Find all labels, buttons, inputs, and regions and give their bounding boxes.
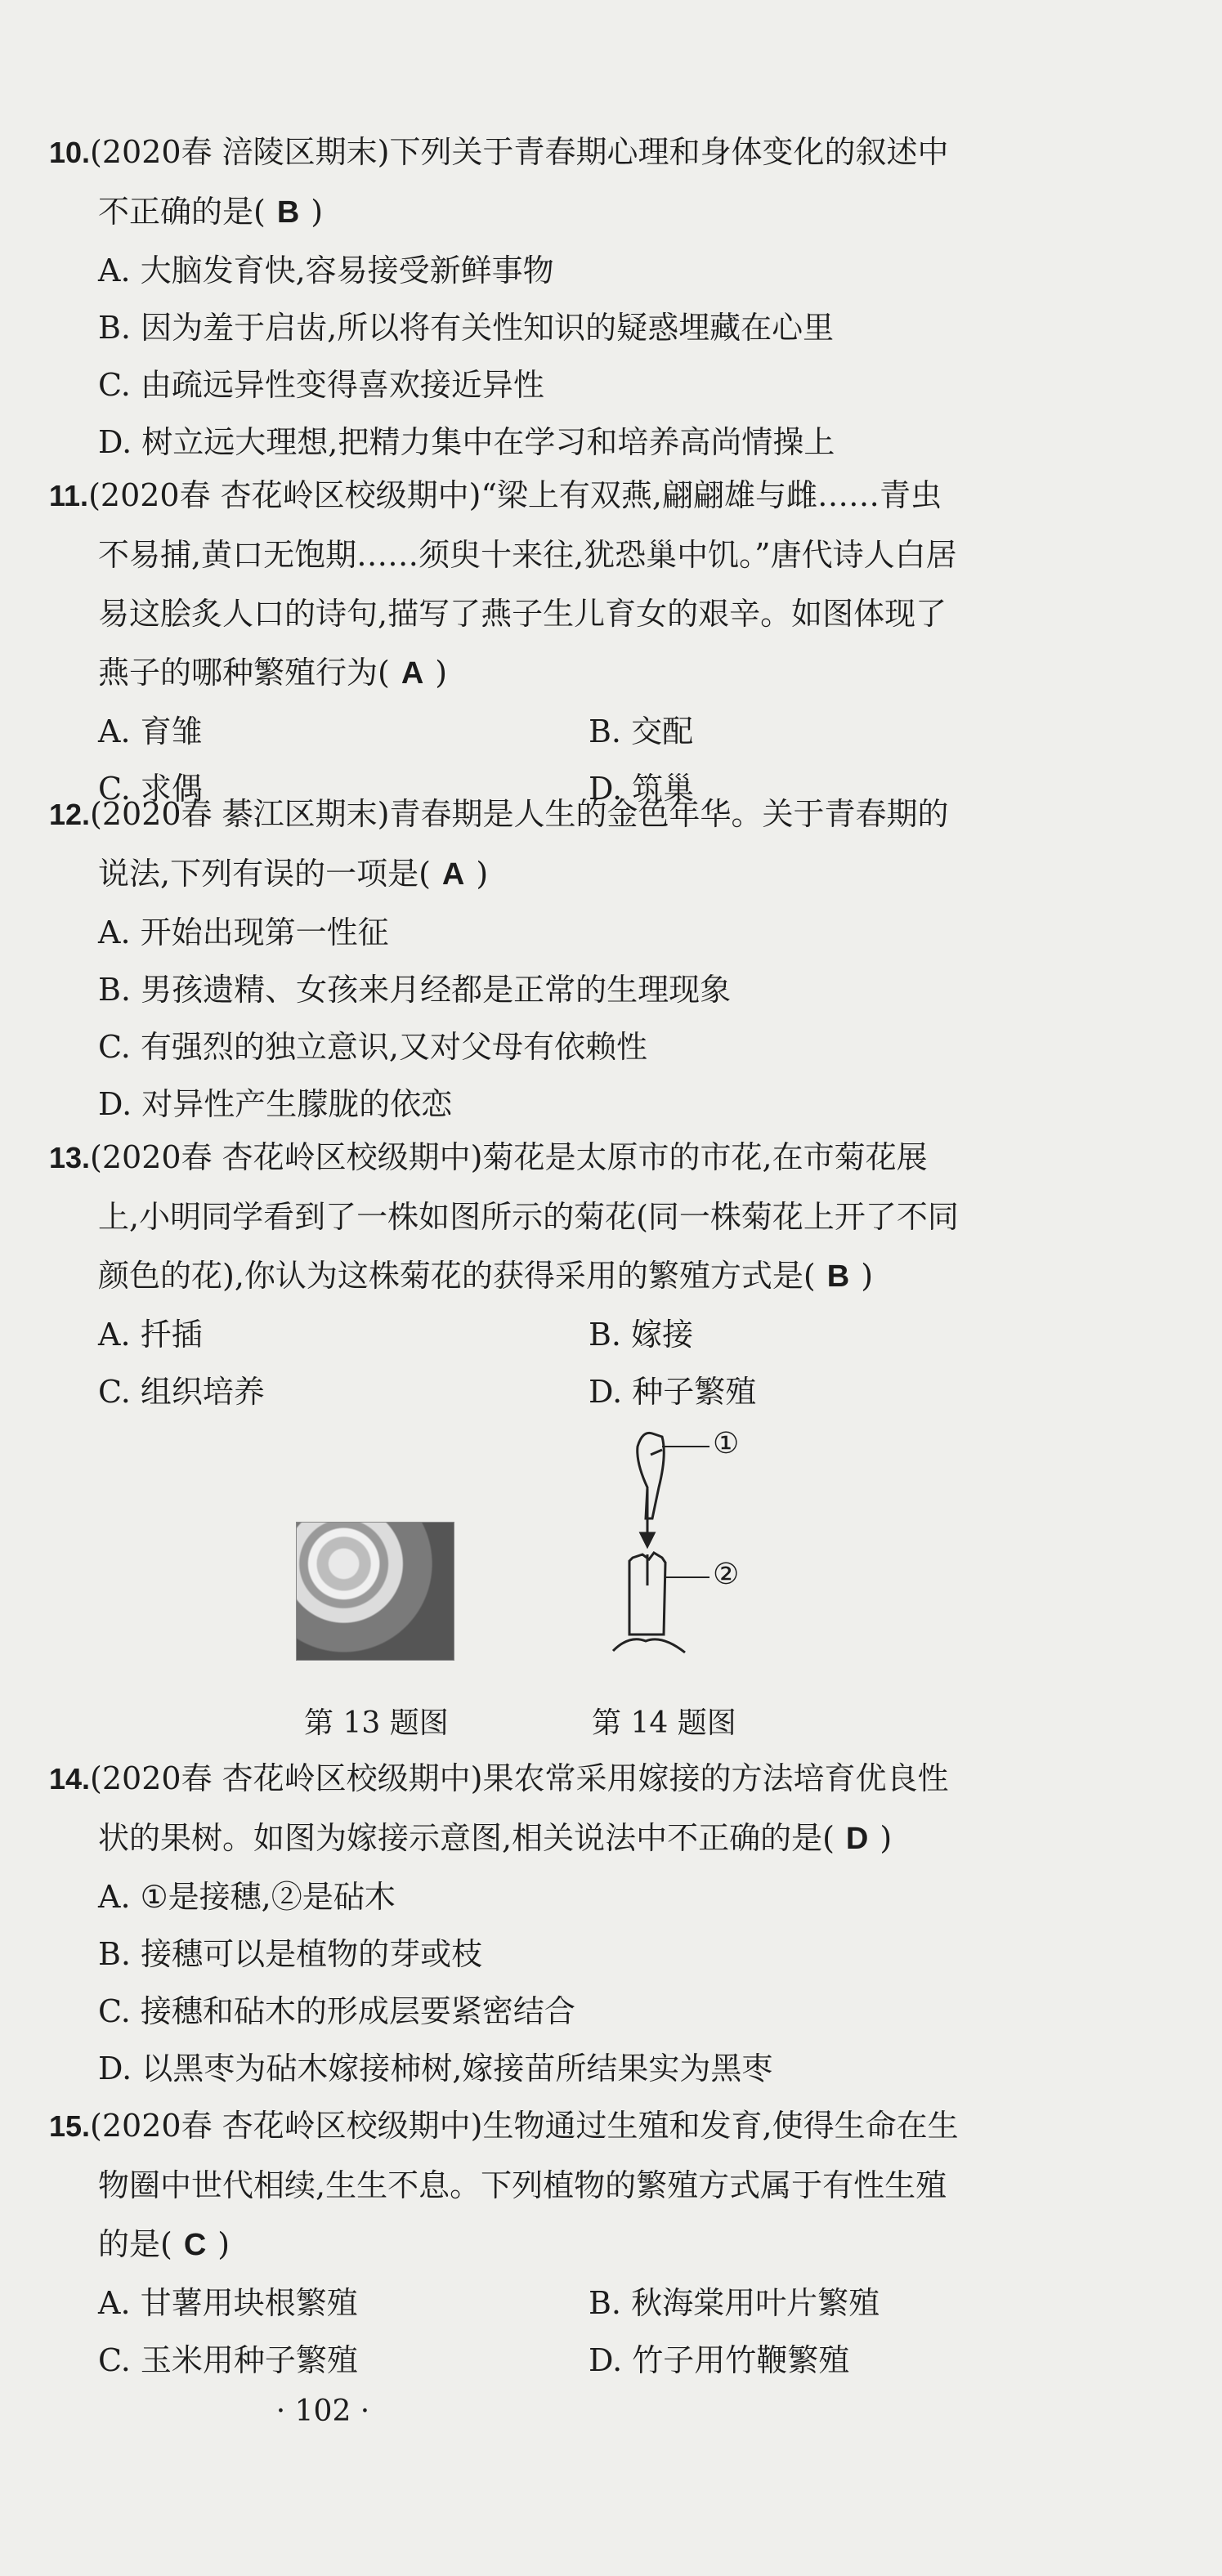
question-12 [49, 785, 1079, 1133]
option-b: B. 男孩遗精、女孩来月经都是正常的生理现象 [98, 972, 732, 1008]
question-line [49, 182, 1079, 242]
option-d: D. 以黑枣为砧木嫁接柿树,嫁接苗所结果实为黑枣 [98, 2051, 773, 2086]
question-text: (2020春 涪陵区期末)下列关于青春期心理和身体变化的叙述中 [90, 134, 949, 170]
option-row [49, 1306, 1079, 1363]
option-c: C. 接穗和砧木的形成层要紧密结合 [98, 1993, 575, 2029]
chrysanthemum-photo [296, 1522, 454, 1661]
question-line [49, 1809, 1079, 1868]
rootstock-drawing [613, 1553, 685, 1652]
question-11 [49, 466, 1079, 817]
question-text: ) [861, 1258, 874, 1294]
question-line: 易这脍炙人口的诗句,描写了燕子生儿育女的艰辛。如图体现了 [98, 596, 947, 632]
option-d: D. 种子繁殖 [589, 1374, 757, 1410]
option-b: B. 接穗可以是植物的芽或枝 [98, 1936, 483, 1972]
question-line [49, 2215, 1079, 2274]
option-b: B. 秋海棠用叶片繁殖 [589, 2285, 880, 2321]
question-line [49, 466, 1079, 525]
question-text: 不正确的是( [98, 194, 266, 230]
option-c: C. 玉米用种子繁殖 [98, 2342, 358, 2378]
option-a: A. 大脑发育快,容易接受新鲜事物 [98, 253, 554, 288]
question-text: 的是( [98, 2226, 172, 2262]
option-row [49, 1363, 1079, 1420]
option-d: D. 树立远大理想,把精力集中在学习和培养高尚情操上 [98, 424, 835, 460]
question-line [49, 844, 1079, 904]
option-c: C. 由疏远异性变得喜欢接近异性 [98, 367, 544, 403]
question-line [49, 1128, 1079, 1187]
question-line: 上,小明同学看到了一株如图所示的菊花(同一株菊花上开了不同 [98, 1199, 959, 1235]
option-c: C. 组织培养 [98, 1374, 265, 1410]
question-14 [49, 1749, 1079, 2097]
question-number: 12. [49, 798, 91, 831]
answer-letter: A [401, 656, 424, 691]
question-text: 状的果树。如图为嫁接示意图,相关说法中不正确的是( [98, 1820, 835, 1856]
scion-drawing [638, 1433, 665, 1518]
question-13 [49, 1128, 1079, 1420]
question-line [49, 2096, 1079, 2156]
option-b: B. 嫁接 [589, 1317, 694, 1353]
question-number: 14. [49, 1762, 91, 1796]
answer-letter: A [441, 857, 465, 892]
question-text: ) [435, 655, 448, 691]
question-line [49, 643, 1079, 703]
label-2: ② [713, 1558, 740, 1591]
option-d: D. 筑巢 [589, 771, 695, 807]
question-15 [49, 2096, 1079, 2389]
option-row [49, 703, 1079, 760]
option-b: B. 因为羞于启齿,所以将有关性知识的疑惑埋藏在心里 [98, 310, 835, 346]
answer-letter: B [826, 1259, 850, 1294]
grafting-diagram [605, 1414, 801, 1684]
figure-14-caption: 第 14 题图 [592, 1706, 736, 1740]
question-text: ) [880, 1820, 893, 1856]
question-number: 15. [49, 2109, 91, 2143]
option-d: D. 竹子用竹鞭繁殖 [589, 2342, 850, 2378]
question-line: 物圈中世代相续,生生不息。下列植物的繁殖方式属于有性生殖 [98, 2167, 947, 2203]
option-d: D. 对异性产生朦胧的依恋 [98, 1086, 453, 1122]
question-text: (2020春 杏花岭区校级期中)菊花是太原市的市花,在市菊花展 [90, 1139, 928, 1175]
option-row [49, 2274, 1079, 2332]
page-number: · 102 · [275, 2395, 370, 2428]
question-text: ) [476, 856, 489, 892]
question-text: 说法,下列有误的一项是( [98, 856, 431, 892]
option-a: A. ①是接穗,②是砧木 [98, 1879, 396, 1915]
question-line: 不易捕,黄口无饱期……须臾十来往,犹恐巢中饥。”唐代诗人白居 [98, 537, 957, 573]
figure-13 [296, 1522, 454, 1661]
question-text: (2020春 杏花岭区校级期中)生物通过生殖和发育,使得生命在生 [90, 2108, 959, 2144]
option-c: C. 有强烈的独立意识,又对父母有依赖性 [98, 1029, 647, 1065]
question-line [49, 123, 1079, 182]
option-a: A. 甘薯用块根繁殖 [98, 2285, 358, 2321]
option-c: C. 求偶 [98, 771, 203, 807]
question-line [49, 1246, 1079, 1306]
answer-letter: B [276, 195, 300, 230]
answer-letter: D [845, 1822, 869, 1856]
question-text: 颜色的花),你认为这株菊花的获得采用的繁殖方式是( [98, 1258, 816, 1294]
question-text: 燕子的哪种繁殖行为( [98, 655, 390, 691]
question-text: (2020春 杏花岭区校级期中)“梁上有双燕,翩翩雄与雌……青虫 [88, 477, 942, 513]
question-number: 11. [49, 479, 89, 512]
answer-letter: C [183, 2228, 207, 2262]
option-a: A. 育雏 [98, 713, 203, 749]
option-b: B. 交配 [589, 713, 694, 749]
question-10 [49, 123, 1079, 471]
figure-13-caption: 第 13 题图 [304, 1706, 449, 1740]
question-text: ) [217, 2226, 231, 2262]
option-row [49, 2332, 1079, 2389]
option-a: A. 开始出现第一性征 [98, 915, 389, 950]
label-1: ① [713, 1427, 740, 1460]
question-text: (2020春 綦江区期末)青春期是人生的金色年华。关于青春期的 [90, 796, 949, 832]
question-number: 13. [49, 1141, 91, 1174]
question-text: (2020春 杏花岭区校级期中)果农常采用嫁接的方法培育优良性 [90, 1760, 949, 1796]
question-line [49, 785, 1079, 844]
question-text: ) [311, 194, 324, 230]
question-line [49, 1749, 1079, 1809]
figure-14 [605, 1414, 801, 1687]
option-a: A. 扦插 [98, 1317, 203, 1353]
question-number: 10. [49, 136, 91, 169]
